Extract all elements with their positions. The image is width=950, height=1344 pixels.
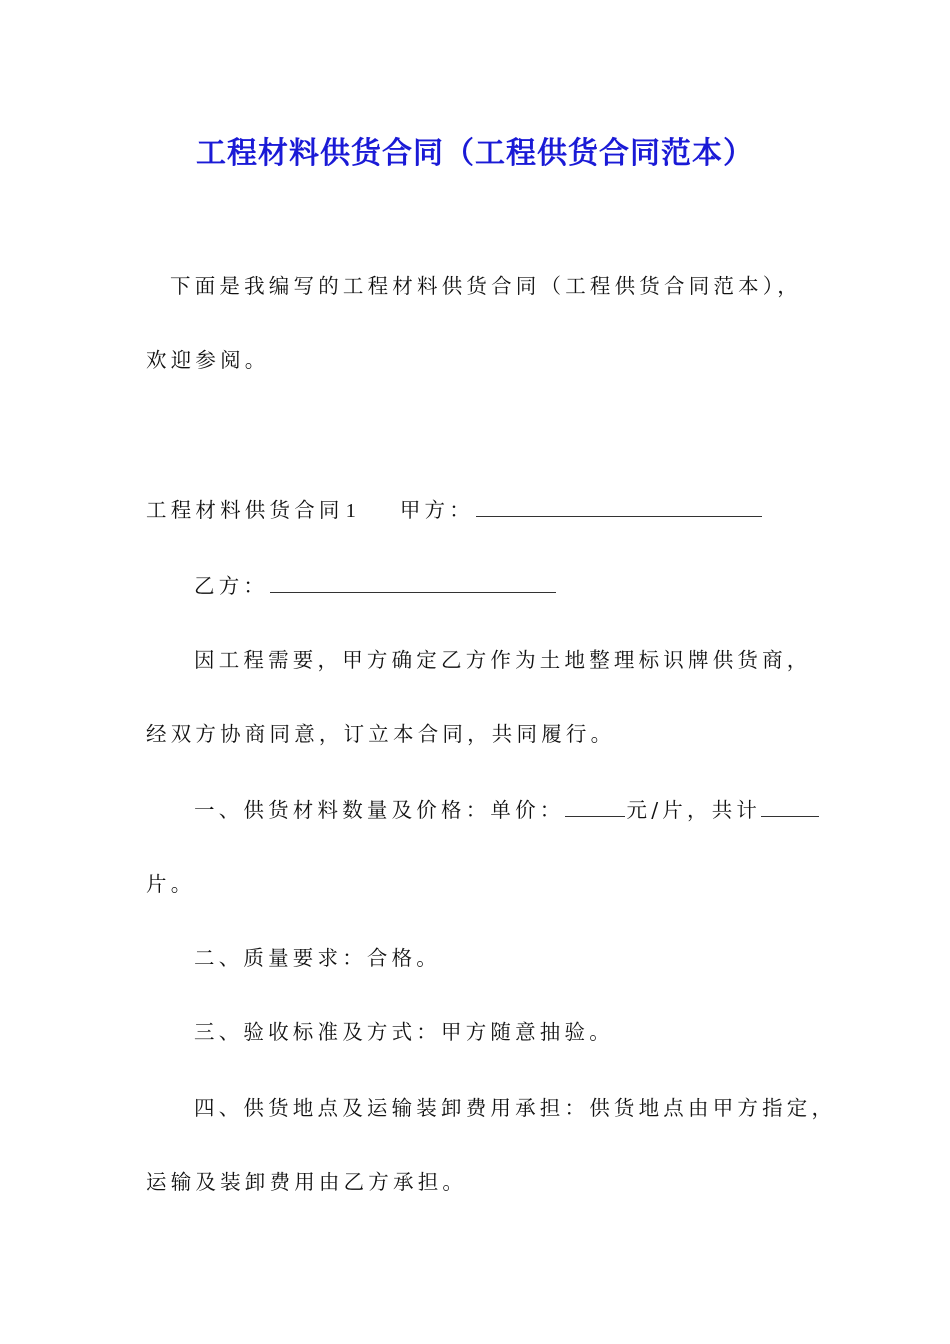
document-title: 工程材料供货合同（工程供货合同范本）	[196, 136, 754, 171]
item1-prefix: 一、供货材料数量及价格：单价：	[194, 798, 565, 822]
contract-heading: 工程材料供货合同	[146, 498, 344, 522]
party-b-blank	[270, 576, 556, 593]
item1-line-2: 片。	[146, 872, 196, 896]
item2-line: 二、质量要求：合格。	[194, 946, 441, 970]
item1-unit: 元/片，共计	[626, 798, 762, 822]
para1-line-1: 因工程需要，甲方确定乙方作为土地整理标识牌供货商，	[194, 648, 812, 672]
item4-line-2: 运输及装卸费用由乙方承担。	[146, 1170, 468, 1194]
party-a-blank	[476, 500, 762, 517]
contract-heading-line	[146, 500, 762, 522]
para1-line-2: 经双方协商同意，订立本合同，共同履行。	[146, 722, 616, 746]
intro-line-2: 欢迎参阅。	[146, 348, 270, 372]
party-a-label: 甲方：	[399, 498, 474, 522]
total-quantity-blank	[761, 800, 819, 817]
party-b-line	[194, 576, 556, 597]
unit-price-blank	[565, 800, 625, 817]
intro-line-1: 下面是我编写的工程材料供货合同（工程供货合同范本），	[170, 274, 802, 298]
party-b-label: 乙方：	[194, 574, 269, 598]
item1-line-1	[194, 800, 819, 821]
contract-number: 1	[345, 500, 356, 522]
item3-line: 三、验收标准及方式：甲方随意抽验。	[194, 1020, 614, 1044]
item4-line-1: 四、供货地点及运输装卸费用承担：供货地点由甲方指定，	[194, 1096, 837, 1120]
